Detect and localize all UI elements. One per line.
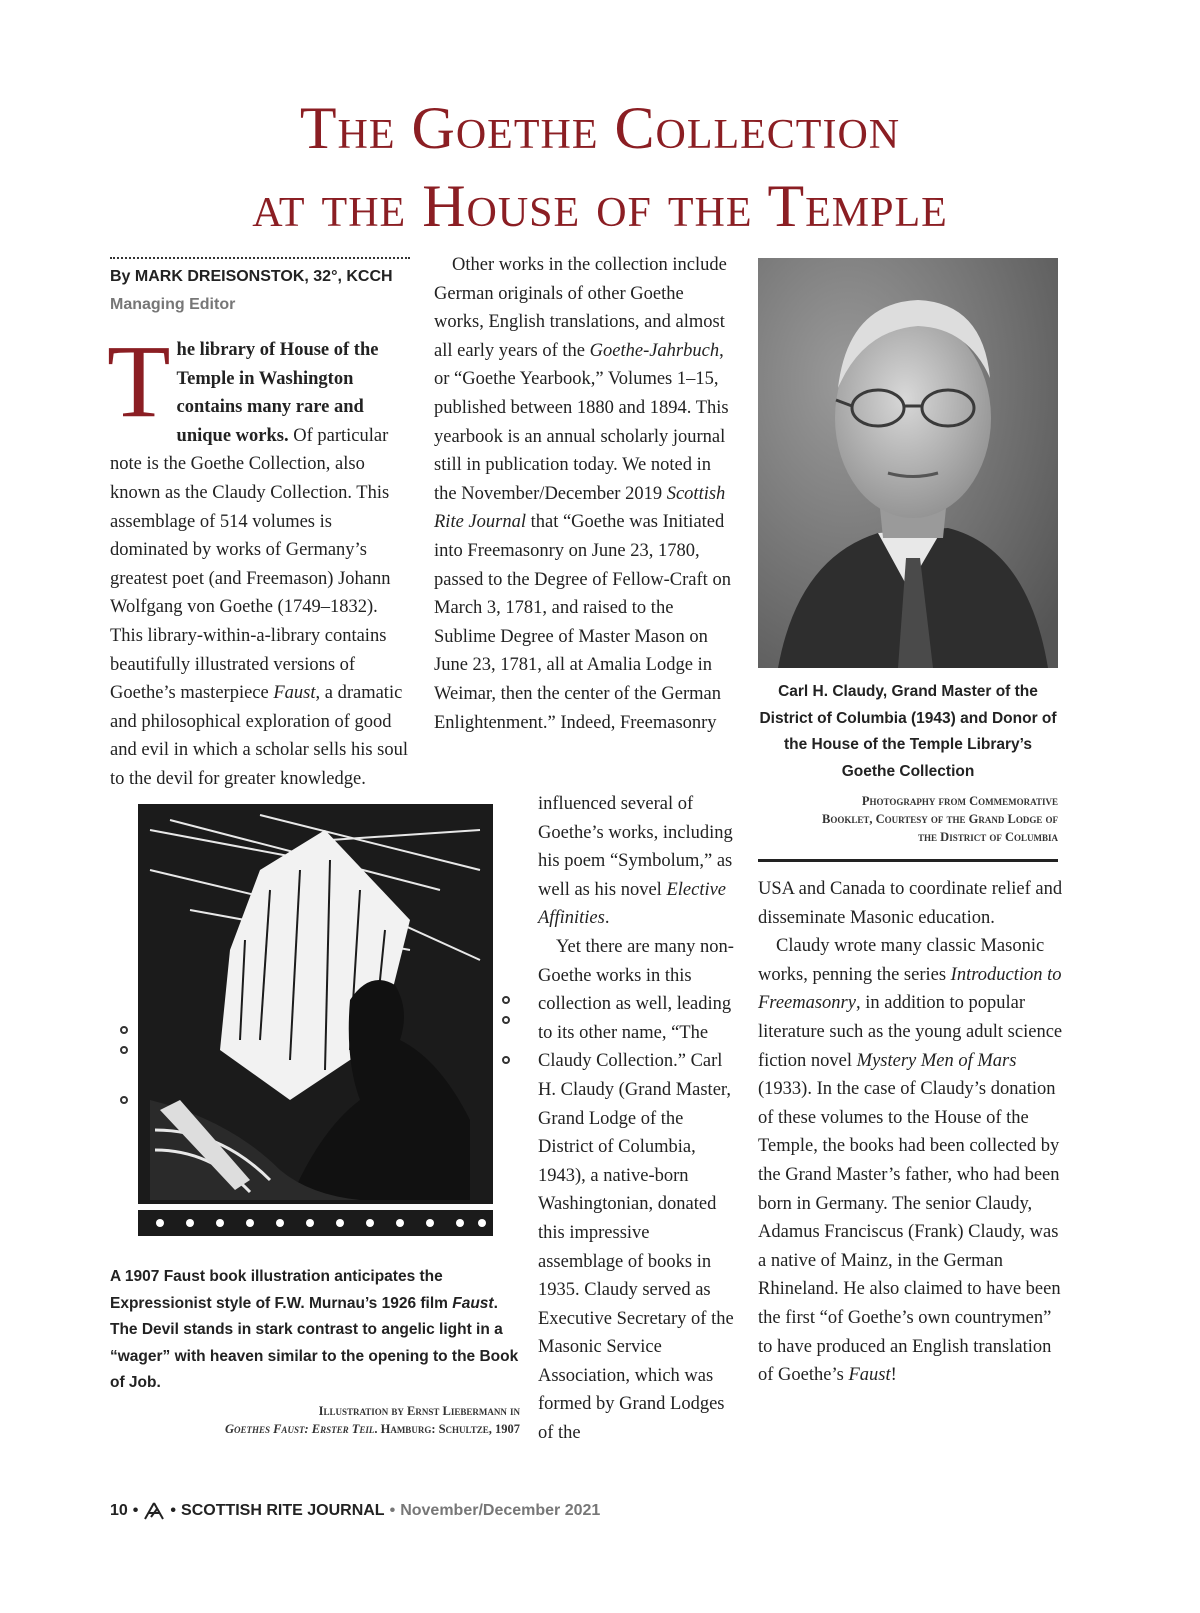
photo-caption: Carl H. Claudy, Grand Master of the District of Columbia (1943) and Donor of the House of the Temple Library’s Goethe Collection <box>759 683 1057 780</box>
faust-illustration <box>110 800 520 1258</box>
col3-p2 <box>758 932 1063 1390</box>
col3-text <box>758 875 1063 1390</box>
page-number: 10 <box>110 1502 128 1519</box>
col2-narrow-text-a-end: . <box>604 908 610 929</box>
photo-credit-line-3: the District of Columbia <box>918 830 1058 844</box>
col2-narrow-column <box>538 790 738 1448</box>
page-title-line-1: The Goethe Collection <box>299 95 901 161</box>
col2-text-a: Other works in the collection include German originals of other Goethe works, English translations, and almost all early years of the <box>434 255 727 361</box>
mystery-men-of-mars-italic: Mystery Men of Mars <box>856 1050 1017 1071</box>
page-title-line-2: at the House of the Temple <box>252 173 948 239</box>
author-role: Managing Editor <box>110 296 236 313</box>
drop-cap: T <box>107 324 171 439</box>
page-footer <box>110 1502 600 1520</box>
intro-lead: he library of House of the Temple in Washington contains many rare and unique works. <box>176 340 379 446</box>
intro-text-end: , a dramatic and philosophical exploration of good and evil in which a scholar sells his soul to the devil for greater knowledge. <box>110 683 409 789</box>
col3-faust-italic: Faust <box>848 1365 891 1386</box>
col3-p2-end: ! <box>890 1365 897 1386</box>
col3-p2-text-c: (1933). In the case of Claudy’s donation of these volumes to the House of the Temple, the books had been collected by the Grand Master’s father, who had been born in Germany. The senior Claudy, Adamus Franciscus (Frank) Claudy, was a native of Mainz, in the German Rhineland. He also claimed to have been the first “of Goethe’s own countrymen” to have produced an English translation of Goethe’s <box>758 1079 1061 1386</box>
illustration-credit-italic: Goethes Faust: Erster Teil <box>224 1422 375 1436</box>
illustration-caption-italic: Faust <box>452 1294 494 1312</box>
footer-separator-1: • <box>132 1502 139 1519</box>
photo-credit-line-1: Photography from Commemorative <box>861 794 1058 808</box>
col2-narrow-text-a: influenced several of Goethe’s works, including his poem “Symbolum,” as well as his novel <box>538 794 733 900</box>
col2-narrow-p2: Yet there are many non-Goethe works in this collection as well, leading to its other name, “The Claudy Collection.” Carl H. Claudy (Grand Master, Grand Lodge of the District of Columbia, 1943), a native-born Washingtonian, donated this impressive assemblage of books in 1935. Claudy served as Executive Secretary of the Masonic Service Association, which was formed by Grand Lodges of the <box>538 936 734 1444</box>
issue-date: November/December 2021 <box>400 1502 601 1519</box>
scottish-rite-journal-italic: Scottish Rite Journal <box>434 483 726 533</box>
col2-text-c: that “Goethe was Initiated into Freemasonry on June 23, 1780, passed to the Degree of Fellow-Craft on March 3, 1781, and raised to the Sublime Degree of Master Mason on June 23, 1781, all at Amalia Lodge in Weimar, then the center of the German Enlightenment.” Indeed, Freemasonry <box>434 512 731 733</box>
intro-text: Of particular note is the Goethe Collection, also known as the Claudy Collection. This assemblage of 514 volumes is dominated by works of Germany’s greatest poet (and Freemason) Johann Wolfgang von Goethe (1749–1832). This library-within-a-library contains beautifully illustrated versions of Goethe’s masterpiece <box>110 425 391 704</box>
goethe-jahrbuch-italic: Goethe-Jahrbuch <box>589 340 720 361</box>
illustration-caption-text-end: . The Devil stands in stark contrast to angelic light in a “wager” with heaven similar to the opening to the Book of Job. <box>110 1294 519 1391</box>
elective-affinities-italic: Elective Affinities <box>538 879 727 929</box>
col3-p2-text-a: Claudy wrote many classic Masonic works, penning the series <box>758 936 1045 985</box>
byline-rule <box>110 257 410 259</box>
photo-credit-line-2: Booklet, Courtesy of the Grand Lodge of <box>821 812 1058 826</box>
author-byline: By MARK DREISONSTOK, 32°, KCCH <box>110 268 393 285</box>
photo-divider <box>758 859 1058 862</box>
claudy-portrait-photo <box>758 258 1058 668</box>
intro-faust-italic: Faust <box>273 683 316 704</box>
illustration-credit-line-2: . Hamburg: Schultze, 1907 <box>374 1422 520 1436</box>
col2-paragraph <box>434 251 734 737</box>
square-compass-icon <box>143 1502 165 1520</box>
intro-to-freemasonry-italic: Introduction to Freemasonry <box>758 964 1062 1014</box>
col3-p1: USA and Canada to coordinate relief and disseminate Masonic education. <box>758 879 1063 928</box>
intro-paragraph <box>107 324 410 794</box>
col2-text-b: , or “Goethe Yearbook,” Volumes 1–15, published between 1880 and 1894. This yearbook is an annual scholarly journal still in publication today. We noted in the November/December 2019 <box>434 340 729 504</box>
illustration-credit-line-1: Illustration by Ernst Liebermann in <box>318 1404 520 1418</box>
col3-p2-text-b: , in addition to popular literature such as the young adult science fiction novel <box>758 993 1063 1071</box>
illustration-credit <box>110 1402 520 1438</box>
photo-credit <box>758 792 1058 846</box>
illustration-caption <box>110 1264 520 1397</box>
journal-name: SCOTTISH RITE JOURNAL <box>181 1502 385 1519</box>
col2-narrow-p1 <box>538 790 738 933</box>
illustration-caption-text: A 1907 Faust book illustration anticipates the Expressionist style of F.W. Murnau’s 1926 film <box>110 1268 453 1312</box>
footer-separator-3: • <box>389 1502 396 1519</box>
footer-separator-2: • <box>170 1502 177 1519</box>
